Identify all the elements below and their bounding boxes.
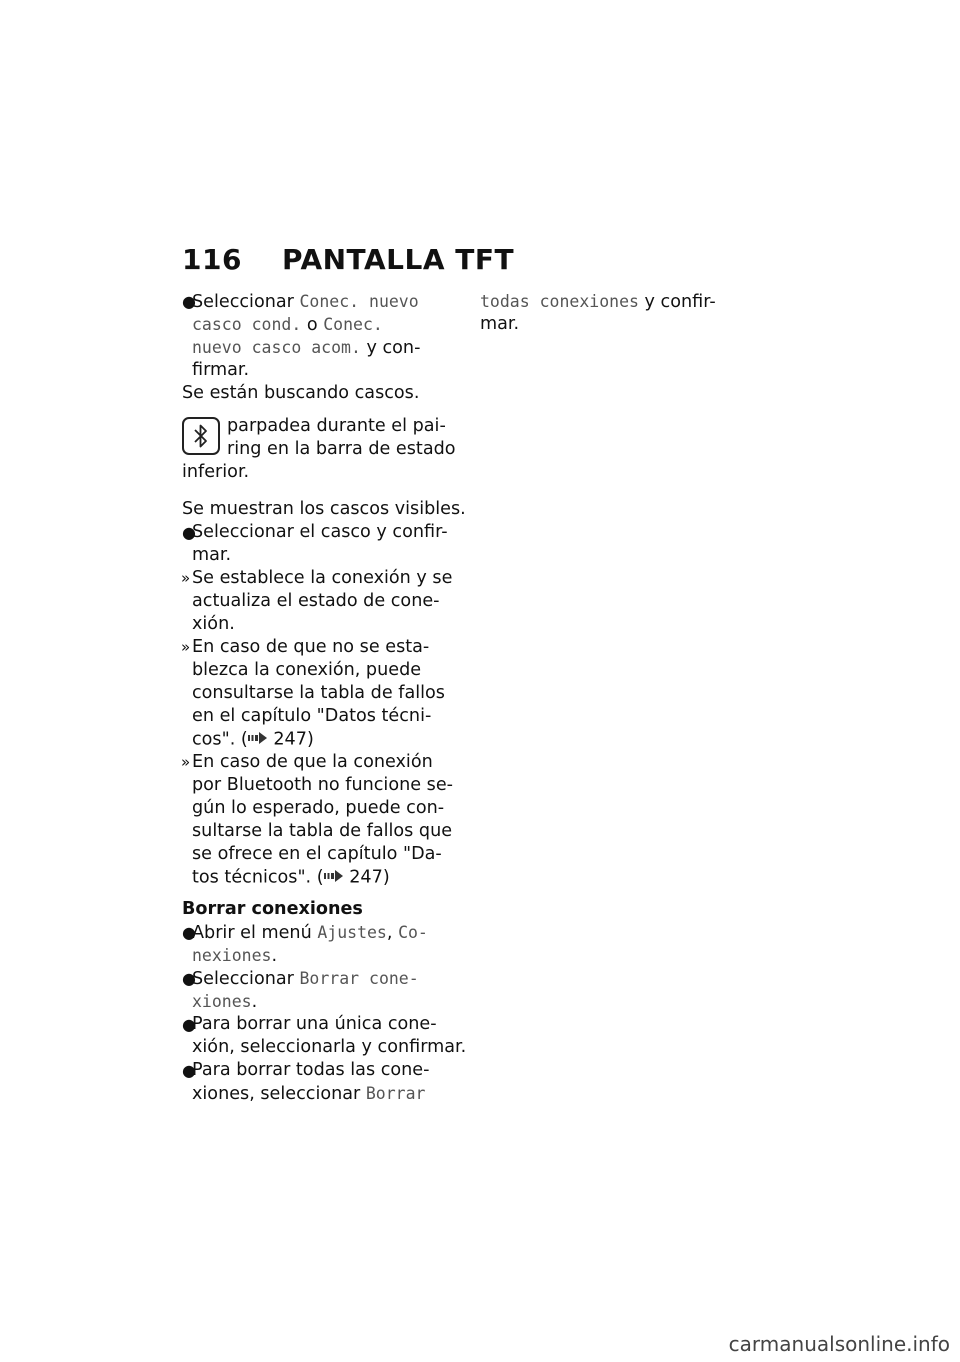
instruction-delete-all: ● Para borrar todas las cone- xiones, seleccionar Borrar bbox=[182, 1060, 430, 1104]
page-reference[interactable]: 247 bbox=[349, 867, 383, 888]
page-title: PANTALLA TFT bbox=[282, 243, 515, 276]
result-connection-failed: » En caso de que no se esta- blezca la conexión, puede consultarse la tabla de fallos en el capítulo "Datos técni- cos". ( 247) bbox=[181, 637, 445, 750]
result-bluetooth-issue: » En caso de que la conexión por Bluetooth no funcione se- gún lo esperado, puede con- sultarse la tabla de fallos que se ofrece en el capítulo "Da- tos técnicos". ( 247) bbox=[181, 752, 453, 888]
bluetooth-note: parpadea durante el pai- ring en la barra de estado inferior. bbox=[182, 416, 456, 482]
menu-option: xiones bbox=[192, 992, 252, 1011]
menu-option: Co- bbox=[398, 923, 428, 942]
instruction-delete-single: ● Para borrar una única cone- xión, seleccionarla y confirmar. bbox=[182, 1014, 467, 1057]
bullet-icon: ● bbox=[182, 923, 196, 942]
bluetooth-icon bbox=[182, 417, 220, 455]
menu-option: nuevo casco acom. bbox=[192, 338, 361, 357]
bullet-icon: ● bbox=[182, 523, 196, 542]
bullet-icon: ● bbox=[182, 292, 196, 311]
menu-option: casco cond. bbox=[192, 315, 302, 334]
menu-option: Conec. bbox=[323, 315, 383, 334]
instruction-open-menu: ● Abrir el menú Ajustes, Co- nexiones. bbox=[182, 923, 428, 966]
right-column bbox=[480, 290, 760, 336]
page-reference[interactable]: 247 bbox=[273, 729, 307, 750]
bullet-icon: ● bbox=[182, 1061, 196, 1080]
arrow-right-icon bbox=[248, 728, 268, 751]
menu-option: Borrar bbox=[365, 1084, 426, 1103]
menu-option: Borrar cone- bbox=[299, 969, 419, 988]
instruction-select-new-helmet: ● Seleccionar Conec. nuevo casco cond. o Conec. nuevo casco acom. y con- firmar. bbox=[182, 292, 421, 380]
menu-option: Conec. nuevo bbox=[299, 292, 419, 311]
arrow-right-icon bbox=[324, 866, 344, 889]
instruction-select-helmet: ● Seleccionar el casco y confir- mar. bbox=[182, 522, 448, 565]
result-arrow-icon: » bbox=[181, 753, 191, 771]
instruction-delete-connections: ● Seleccionar Borrar cone- xiones. bbox=[182, 969, 419, 1012]
bullet-icon: ● bbox=[182, 1015, 196, 1034]
watermark-logo: carmanualsonline.info bbox=[728, 1332, 950, 1356]
paragraph: Se están buscando cascos. bbox=[182, 383, 420, 403]
result-arrow-icon: » bbox=[181, 638, 191, 656]
result-arrow-icon: » bbox=[181, 569, 191, 587]
menu-option: nexiones bbox=[192, 946, 272, 965]
continuation-line: mar. bbox=[480, 314, 520, 334]
page-number: 116 bbox=[182, 243, 242, 276]
left-column bbox=[181, 290, 467, 1105]
continuation-line: todas conexiones y confir- bbox=[480, 292, 716, 312]
menu-option: Ajustes bbox=[317, 923, 387, 942]
menu-option: todas conexiones bbox=[480, 292, 639, 311]
section-heading: Borrar conexiones bbox=[182, 899, 363, 919]
paragraph: Se muestran los cascos visibles. bbox=[182, 499, 466, 519]
bullet-icon: ● bbox=[182, 969, 196, 988]
result-connection-established: » Se establece la conexión y se actualiza el estado de cone- xión. bbox=[181, 568, 453, 634]
